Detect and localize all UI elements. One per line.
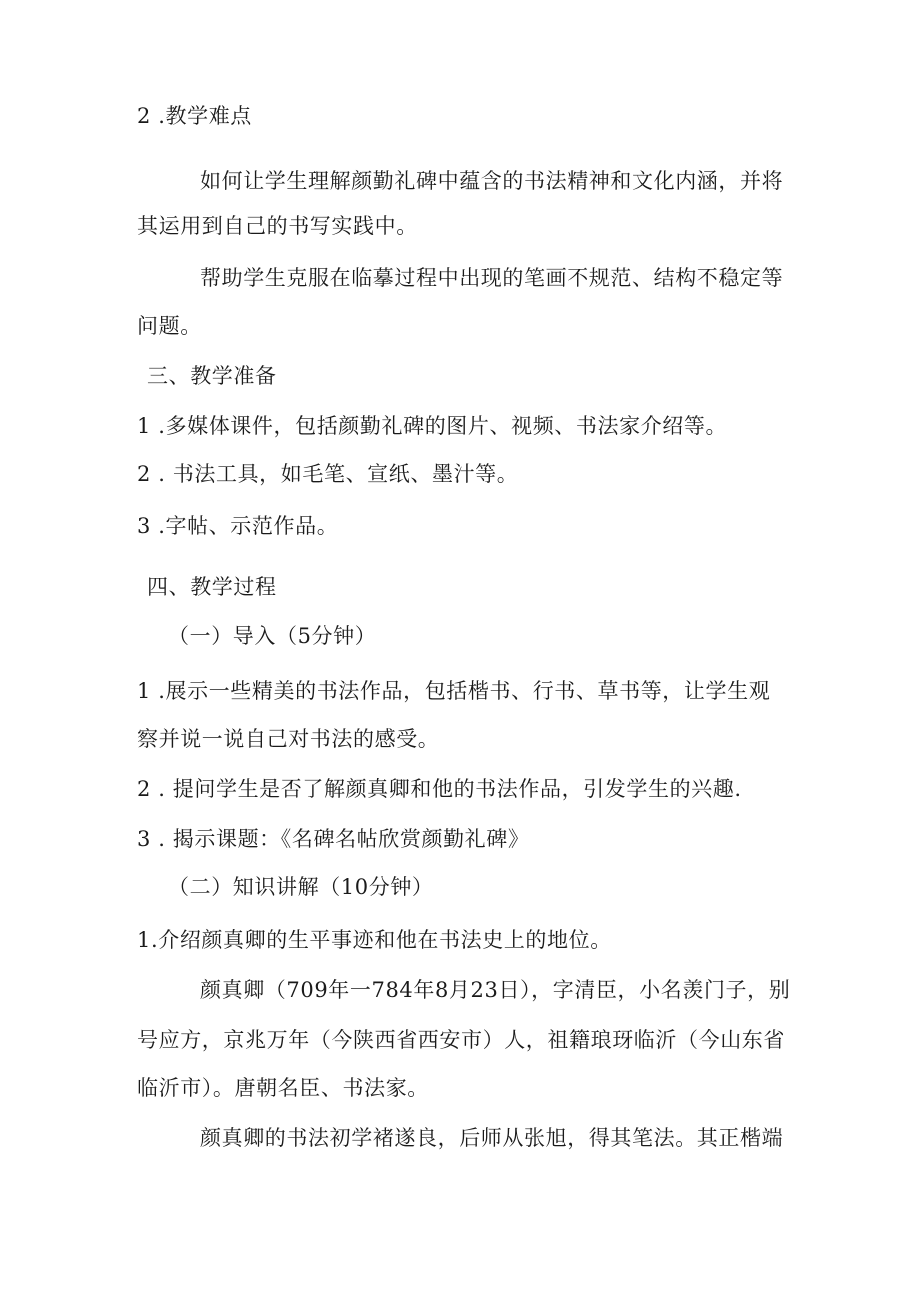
subsection-heading-introduction: （一）导入（5分钟） [168, 624, 377, 648]
paragraph-line: 其运用到自己的书写实践中。 [137, 214, 418, 238]
paragraph-line: 颜真卿的书法初学褚遂良，后师从张旭，得其笔法。其正楷端 [200, 1126, 784, 1150]
list-item: 3 . 揭示课题：《名碑名帖欣赏颜勤礼碑》 [137, 827, 530, 851]
list-item: 1.介绍颜真卿的生平事迹和他在书法史上的地位。 [137, 928, 612, 952]
section-heading-teaching-difficulties: 2 .教学难点 [137, 104, 252, 128]
section-heading-teaching-preparation: 三、教学准备 [147, 364, 277, 388]
paragraph-line: 临沂市）。唐朝名臣、书法家。 [137, 1076, 429, 1100]
list-item: 2 . 书法工具，如毛笔、宣纸、墨汁等。 [137, 462, 519, 486]
paragraph-line: 察并说一说自己对书法的感受。 [137, 727, 440, 751]
list-item: 1 .多媒体课件，包括颜勤礼碑的图片、视频、书法家介绍等。 [137, 414, 728, 438]
paragraph-line: 号应方，京兆万年（今陕西省西安市）人，祖籍琅玡临沂（今山东省 [137, 1028, 785, 1052]
paragraph-line: 帮助学生克服在临摹过程中出现的笔画不规范、结构不稳定等 [200, 266, 784, 290]
list-item: 3 .字帖、示范作品。 [137, 514, 339, 538]
list-item: 2 . 提问学生是否了解颜真卿和他的书法作品，引发学生的兴趣. [137, 777, 742, 801]
paragraph-line: 颜真卿（709年一784年8月23日），字清臣，小名羡门子，别 [200, 978, 791, 1002]
paragraph-line: 如何让学生理解颜勤礼碑中蕴含的书法精神和文化内涵，并将 [200, 169, 784, 193]
section-heading-teaching-process: 四、教学过程 [147, 575, 277, 599]
paragraph-line: 问题。 [137, 314, 202, 338]
list-item: 1 .展示一些精美的书法作品，包括楷书、行书、草书等，让学生观 [137, 679, 771, 703]
subsection-heading-knowledge-explanation: （二）知识讲解（10分钟） [168, 875, 434, 899]
